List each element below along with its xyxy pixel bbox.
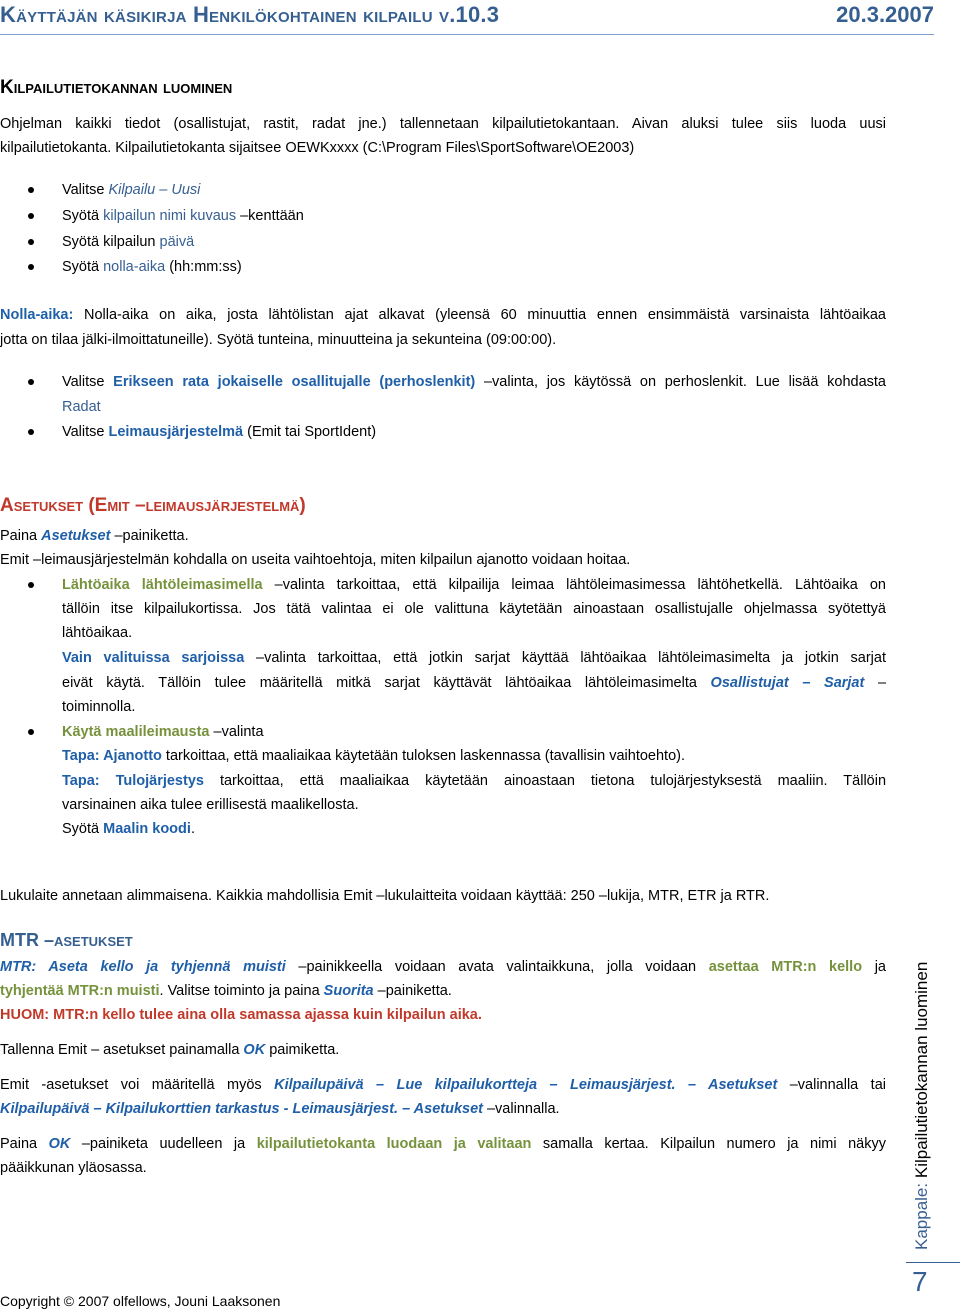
menu-path-link: Kilpailupäivä – Lue kilpailukortteja – Leimausjärjest. – Asetukset	[274, 1077, 778, 1093]
footer-copyright: Copyright © 2007 olfellows, Jouni Laaksonen	[0, 1293, 281, 1309]
option-name: asettaa MTR:n kello	[708, 959, 863, 975]
paragraph-line: varsinainen aika tulee erillisestä maalikellosta.	[62, 797, 359, 813]
paragraph-line: tyhjentää MTR:n muisti. Valitse toiminto ja paina Suorita –painiketta.	[0, 983, 452, 999]
option-name: Vain valituissa sarjoissa	[62, 650, 245, 666]
list-item: Syötä kilpailun päivä	[62, 234, 195, 250]
list-item: Käytä maalileimausta –valinta	[62, 724, 264, 740]
paragraph-line: toiminnolla.	[62, 699, 136, 715]
paragraph-line: eivät käytä. Tällöin tulee määritellä mitkä sarjat käyttävät lähtöaikaa lähtöleimasimelta Osallistujat – Sarjat –	[62, 675, 887, 691]
chapter-side-label: Kappale: Kilpailutietokannan luominen	[912, 961, 931, 1250]
paragraph-line: Nolla-aika: Nolla-aika on aika, josta lähtölistan ajat alkavat (yleensä 60 minuuttia ennen ensimmäistä varsinaista lähtöaikaa	[0, 307, 886, 323]
list-item: Syötä kilpailun nimi kuvaus –kenttään	[62, 208, 304, 224]
paragraph-line: pääikkunan yläosassa.	[0, 1160, 147, 1176]
list-item: Lähtöaika lähtöleimasimella –valinta tarkoittaa, että kilpailija leimaa lähtöleimasimessa lähtöhetkellä. Lähtöaika on	[62, 577, 886, 593]
paragraph-line: Syötä Maalin koodi.	[62, 821, 195, 837]
page-number: 7	[912, 1266, 928, 1297]
bullet-icon	[28, 379, 34, 385]
header-date: 20.3.2007	[836, 2, 934, 27]
button-name: MTR: Aseta kello ja tyhjennä muisti	[0, 959, 286, 975]
paragraph-line: Emit -asetukset voi määritellä myös Kilpailupäivä – Lue kilpailukortteja – Leimausjärjest. – Asetukset –valinnalla tai	[0, 1077, 886, 1093]
paragraph-line: Vain valituissa sarjoissa –valinta tarkoittaa, että jotkin sarjat käyttää lähtöaikaa lähtöleimasimelta ja jotkin sarjat	[62, 650, 886, 666]
button-name: Suorita	[323, 983, 374, 999]
paragraph-line: Kilpailupäivä – Kilpailukorttien tarkastus - Leimausjärjest. – Asetukset –valinnalla.	[0, 1101, 560, 1117]
bullet-icon	[28, 729, 34, 735]
option-name: Tapa: Ajanotto	[62, 748, 162, 764]
paragraph-line: MTR: Aseta kello ja tyhjennä muisti –painikkeella voidaan avata valintaikkuna, jolla voidaan asettaa MTR:n kello ja	[0, 959, 886, 975]
button-name: Asetukset	[41, 528, 111, 544]
menu-path-link: Osallistujat – Sarjat	[710, 675, 865, 691]
section-heading-kilpailutietokanta: Kilpailutietokannan luominen	[0, 77, 233, 98]
paragraph-line: Tapa: Tulojärjestys tarkoittaa, että maaliaikaa käytetään ainoastaan tietona tulojärjestyksestä maaliin. Tällöin	[62, 773, 887, 789]
term-label: Nolla-aika:	[0, 307, 74, 323]
option-name: tyhjentää MTR:n muisti	[0, 983, 160, 999]
field-name: kilpailun nimi kuvaus	[103, 208, 237, 224]
header-rule	[0, 34, 934, 35]
header-title: Käyttäjän käsikirja Henkilökohtainen kilpailu v.10.3	[0, 2, 500, 27]
option-name: Erikseen rata jokaiselle osallitujalle (perhoslenkit)	[113, 374, 476, 390]
option-name: Lähtöaika lähtöleimasimella	[62, 577, 263, 593]
bullet-icon	[28, 239, 34, 245]
bullet-icon	[28, 582, 34, 588]
field-name: Maalin koodi	[103, 821, 191, 837]
list-item: Valitse Erikseen rata jokaiselle osallitujalle (perhoslenkit) –valinta, jos käytössä on perhoslenkit. Lue lisää kohdasta	[62, 374, 886, 390]
option-name: Tapa: Tulojärjestys	[62, 773, 204, 789]
paragraph-line: Emit –leimausjärjestelmän kohdalla on useita vaihtoehtoja, miten kilpailun ajanotto voidaan hoitaa.	[0, 552, 631, 568]
bullet-icon	[28, 187, 34, 193]
bullet-icon	[28, 429, 34, 435]
bullet-icon	[28, 213, 34, 219]
button-name: OK	[243, 1042, 266, 1058]
paragraph-line: Paina OK –painiketa uudelleen ja kilpailutietokanta luodaan ja valitaan samalla kertaa. Kilpailun numero ja nimi näkyy	[0, 1136, 886, 1152]
option-name: Leimausjärjestelmä	[108, 424, 244, 440]
paragraph-line: lähtöaikaa.	[62, 625, 133, 641]
list-item: Syötä nolla-aika (hh:mm:ss)	[62, 259, 242, 275]
paragraph-line: Tapa: Ajanotto tarkoittaa, että maaliaikaa käytetään tuloksen laskennassa (tavallisin vaihtoehto).	[62, 748, 685, 764]
warning-note: HUOM: MTR:n kello tulee aina olla samassa ajassa kuin kilpailun aika.	[0, 1007, 482, 1023]
paragraph-line: jotta on tilaa jälki-ilmoittatuneille). Syötä tunteina, minuutteina ja sekunteina (09:00:00).	[0, 332, 557, 348]
button-name: OK	[48, 1136, 71, 1152]
section-heading-mtr: MTR –asetukset	[0, 930, 133, 950]
paragraph-line: Lukulaite annetaan alimmaisena. Kaikkia mahdollisia Emit –lukulaitteita voidaan käyttää: 250 –lukija, MTR, ETR ja RTR.	[0, 888, 770, 904]
field-name: päivä	[159, 234, 195, 250]
paragraph-line: Ohjelman kaikki tiedot (osallistujat, rastit, radat jne.) tallennetaan kilpailutietokantaan. Aivan aluksi tulee siis luoda uusi	[0, 116, 886, 132]
field-name: nolla-aika	[103, 259, 166, 275]
menu-path-link: Kilpailu – Uusi	[108, 182, 201, 198]
option-name: kilpailutietokanta luodaan ja valitaan	[256, 1136, 532, 1152]
menu-path-link: Kilpailupäivä – Kilpailukorttien tarkastus - Leimausjärjest. – Asetukset	[0, 1101, 483, 1117]
list-item: Valitse Leimausjärjestelmä (Emit tai SportIdent)	[62, 424, 377, 440]
bullet-icon	[28, 264, 34, 270]
option-name: Käytä maalileimausta	[62, 724, 210, 740]
reference-link: Radat	[62, 399, 101, 415]
paragraph-line: tällöin itse kilpailukortissa. Jos tätä valintaa ei ole valittuna käytetään ainoastaan osallistujalle ohjelmassa syötettyä	[62, 601, 886, 617]
side-rule	[906, 1262, 960, 1263]
section-heading-asetukset: Asetukset (Emit –leimausjärjestelmä)	[0, 495, 306, 516]
list-item: Valitse Kilpailu – Uusi	[62, 182, 201, 198]
paragraph-line: Tallenna Emit – asetukset painamalla OK paimiketta.	[0, 1042, 340, 1058]
paragraph-line: kilpailutietokanta. Kilpailutietokanta sijaitsee OEWKxxxx (C:\Program Files\SportSoftware\OE2003)	[0, 140, 635, 156]
paragraph-line: Paina Asetukset –painiketta.	[0, 528, 189, 544]
